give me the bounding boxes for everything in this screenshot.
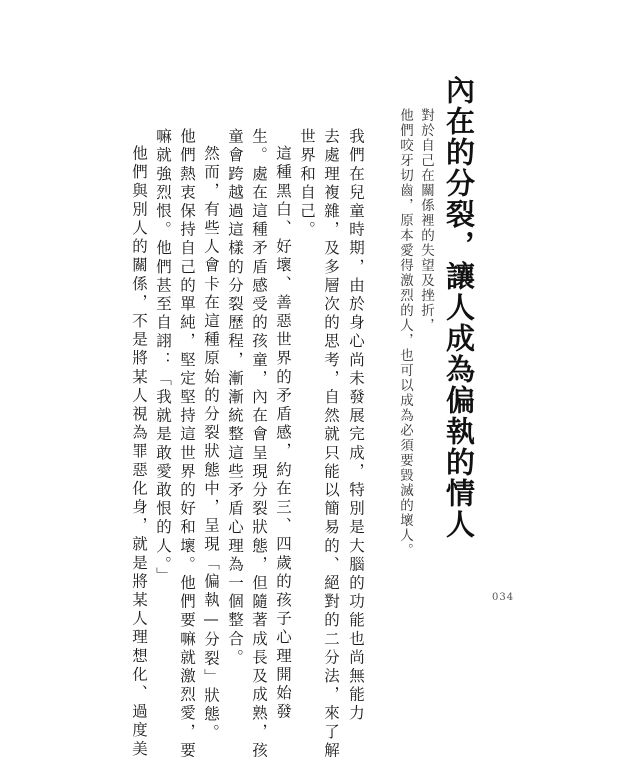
subtitle-line-2: 他們咬牙切齒，原本愛得激烈的人，也可以成為必須要毀滅的壞人。: [397, 108, 413, 558]
body-column-5: 生。處在這種矛盾感受的孩童，內在會呈現分裂狀態，但隨著成長及成熟，孩: [250, 128, 268, 760]
body-column-2: 去處理複雜，及多層次的思考，自然就只能以簡易的、絕對的二分法，來了解: [322, 128, 340, 760]
body-column-4: 這種黑白、好壞、善惡世界的矛盾感，約在三、四歲的孩子心理開始發: [274, 145, 292, 722]
chapter-title: 內在的分裂，讓人成為偏執的情人: [442, 75, 476, 540]
subtitle-line-1: 對於自己在關係裡的失望及挫折，: [418, 108, 434, 333]
body-column-10: 他們與別人的關係，不是將某人視為罪惡化身，就是將某人理想化、過度美: [130, 145, 148, 759]
body-column-6: 童會跨越過這樣的分裂歷程，漸漸統整這些矛盾心理為一個整合。: [226, 128, 244, 668]
page-number: 034: [492, 592, 515, 603]
body-column-8: 他們熱衷保持自己的單純，堅定堅持這世界的好和壞。他們要嘛就激烈愛，要: [178, 128, 196, 760]
body-column-9: 嘛就強烈恨。他們甚至自詡：「我就是敢愛敢恨的人。」: [154, 128, 172, 586]
body-column-1: 我們在兒童時期，由於身心尚未發展完成，特別是大腦的功能也尚無能力: [347, 128, 365, 724]
body-column-7: 然而，有些人會卡在這種原始的分裂狀態中，呈現「偏執—分裂」狀態。: [202, 145, 220, 743]
body-column-3: 世界和自己。: [298, 128, 316, 240]
